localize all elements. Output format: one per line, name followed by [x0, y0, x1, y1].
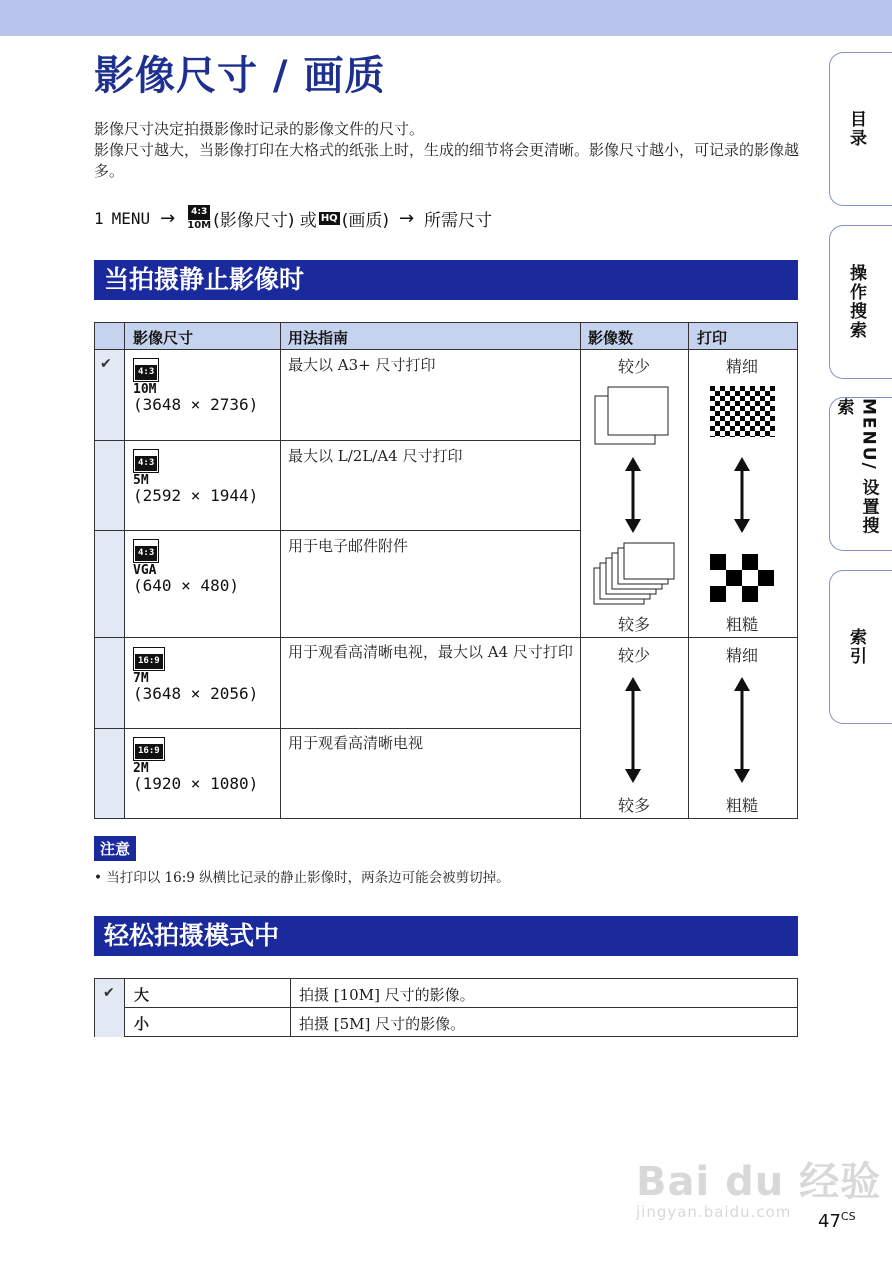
- print-rough-label: 粗糙: [725, 796, 758, 815]
- page-title: 影像尺寸 / 画质: [94, 53, 386, 99]
- header-usage: 用法指南: [288, 329, 349, 347]
- default-check-icon: ✔: [103, 985, 115, 1001]
- size-description: 拍摄 [10M] 尺寸的影像。: [299, 986, 475, 1004]
- side-tab-contents[interactable]: 目录: [829, 52, 892, 206]
- usage-cell-10m: 最大以 A3+ 尺寸打印: [288, 356, 436, 374]
- count-range-arrow-icon: [624, 677, 642, 783]
- intro-line-1: 影像尺寸决定拍摄影像时记录的影像文件的尺寸。: [94, 120, 425, 138]
- default-check-icon: ✔: [100, 356, 112, 372]
- header-image-count: 影像数: [588, 329, 634, 347]
- size-label: 大: [125, 979, 291, 1008]
- side-tab-menu-settings-search[interactable]: MENU/ 设置搜索: [829, 397, 892, 551]
- baidu-watermark: Bai du 经验 jingyan.baidu.com: [636, 1159, 882, 1221]
- size-cell-7m: 16:9 7M (3648 × 2056): [133, 647, 258, 703]
- few-images-stack-icon: [592, 384, 676, 450]
- table-row: [95, 979, 797, 1008]
- usage-cell-vga: 用于电子邮件附件: [288, 537, 409, 555]
- size-description: 拍摄 [5M] 尺寸的影像。: [299, 1015, 466, 1033]
- header-print: 打印: [697, 329, 728, 347]
- usage-cell-5m: 最大以 L/2L/A4 尺寸打印: [288, 447, 463, 465]
- count-fewer-label: 较少: [617, 646, 650, 665]
- side-tab-operation-search[interactable]: 操作搜索: [829, 225, 892, 379]
- size-cell-10m: 4:3 10M (3648 × 2736): [133, 358, 258, 414]
- print-fine-label: 精细: [725, 357, 758, 376]
- count-fewer-label: 较少: [617, 357, 650, 376]
- image-size-text: (影像尺寸) 或: [213, 210, 317, 231]
- section-heading-easy-mode: 轻松拍摄模式中: [94, 916, 798, 956]
- note-tag: 注意: [94, 836, 136, 861]
- rough-checker-icon: [710, 554, 776, 606]
- table-row: [95, 1008, 797, 1037]
- size-cell-vga: 4:3 VGA (640 × 480): [133, 539, 239, 595]
- count-range-arrow-icon: [624, 457, 642, 533]
- fine-checker-icon: [710, 386, 776, 438]
- arrow-icon: →: [398, 207, 415, 229]
- size-cell-5m: 4:3 5M (2592 × 1944): [133, 449, 258, 505]
- count-more-label: 较多: [617, 796, 650, 815]
- image-size-table: [94, 322, 798, 819]
- print-rough-label: 粗糙: [725, 615, 758, 634]
- usage-cell-2m: 用于观看高清晰电视: [288, 734, 424, 752]
- image-size-icon: 4:3 10M: [187, 207, 212, 231]
- size-label: 小: [125, 1008, 291, 1037]
- size-cell-2m: 16:9 2M (1920 × 1080): [133, 737, 258, 793]
- quality-text: (画质): [341, 210, 389, 231]
- check-column-background: [94, 349, 124, 819]
- side-tab-index[interactable]: 索引: [829, 570, 892, 724]
- count-more-label: 较多: [617, 615, 650, 634]
- table-header-background: [94, 322, 798, 349]
- easy-mode-table: [94, 978, 798, 1037]
- usage-cell-7m: 用于观看高清晰电视，最大以 A4 尺寸打印: [288, 643, 573, 661]
- step-end-text: 所需尺寸: [424, 210, 493, 231]
- intro-text: [94, 119, 804, 182]
- menu-step-instruction: [94, 200, 492, 236]
- menu-label: MENU: [111, 208, 151, 228]
- page-number: $47^{CS}$: [818, 1210, 856, 1232]
- top-color-bar: [0, 0, 892, 36]
- print-range-arrow-icon: [733, 677, 751, 783]
- step-number: 1: [94, 208, 104, 228]
- print-range-arrow-icon: [733, 457, 751, 533]
- print-fine-label: 精细: [725, 646, 758, 665]
- arrow-icon: →: [160, 207, 176, 229]
- section-heading-still-images: 当拍摄静止影像时: [94, 260, 798, 300]
- note-text: • 当打印以 16:9 纵横比记录的静止影像时，两条边可能会被剪切掉。: [94, 870, 510, 886]
- many-images-stack-icon: [592, 542, 676, 608]
- header-image-size: 影像尺寸: [133, 329, 194, 347]
- intro-line-2: 影像尺寸越大，当影像打印在大格式的纸张上时，生成的细节将会更清晰。影像尺寸越小，可记录的影像越多。: [94, 141, 800, 180]
- quality-icon: HQ: [320, 212, 338, 224]
